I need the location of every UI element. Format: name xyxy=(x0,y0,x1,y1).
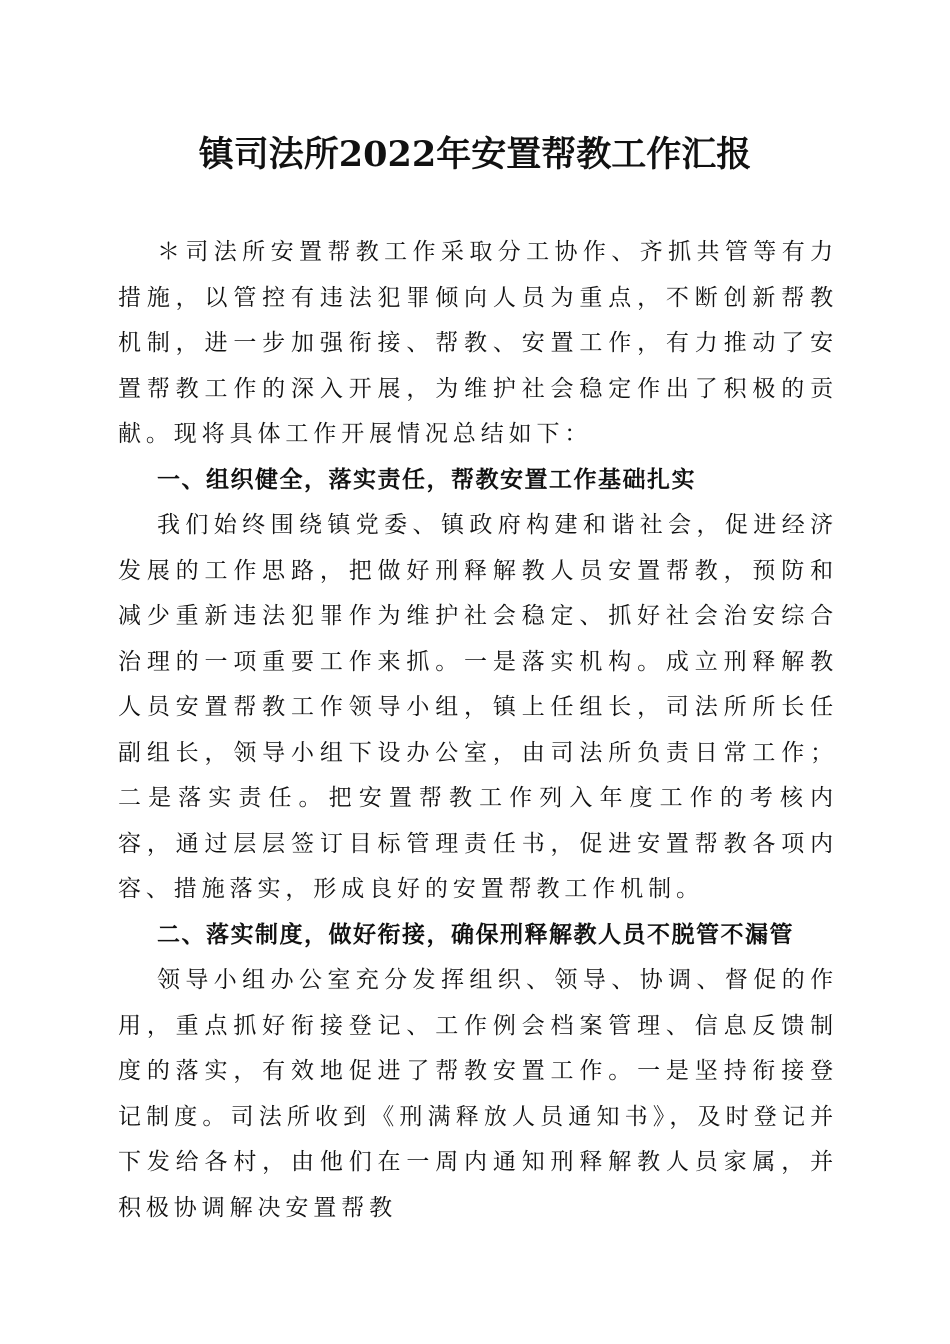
intro-paragraph: ＊司法所安置帮教工作采取分工协作、齐抓共管等有力措施，以管控有违法犯罪倾向人员为重点，不断创新帮教机制，进一步加强衔接、帮教、安置工作，有力推动了安置帮教工作的深入开展，为维护社会稳定作出了积极的贡献。现将具体工作开展情况总结如下： xyxy=(118,239,838,447)
section-1-heading: 一、组织健全，落实责任，帮教安置工作基础扎实 xyxy=(157,466,696,493)
document-body xyxy=(118,230,838,1231)
section-2-paragraph: 领导小组办公室充分发挥组织、领导、协调、督促的作用，重点抓好衔接登记、工作例会档案管理、信息反馈制度的落实，有效地促进了帮教安置工作。一是坚持衔接登记制度。司法所收到《刑满释放人员通知书》，及时登记并下发给各村，由他们在一周内通知刑释解教人员家属，并积极协调解决安置帮教 xyxy=(118,967,838,1221)
section-1-paragraph: 我们始终围绕镇党委、镇政府构建和谐社会，促进经济发展的工作思路，把做好刑释解教人员安置帮教，预防和减少重新违法犯罪作为维护社会稳定、抓好社会治安综合治理的一项重要工作来抓。一是落实机构。成立刑释解教人员安置帮教工作领导小组，镇上任组长，司法所所长任副组长，领导小组下设办公室，由司法所负责日常工作；二是落实责任。把安置帮教工作列入年度工作的考核内容，通过层层签订目标管理责任书，促进安置帮教各项内容、措施落实，形成良好的安置帮教工作机制。 xyxy=(118,512,838,902)
document-title: 镇司法所2022年安置帮教工作汇报 xyxy=(198,134,752,175)
section-2-heading: 二、落实制度，做好衔接，确保刑释解教人员不脱管不漏管 xyxy=(157,921,794,948)
